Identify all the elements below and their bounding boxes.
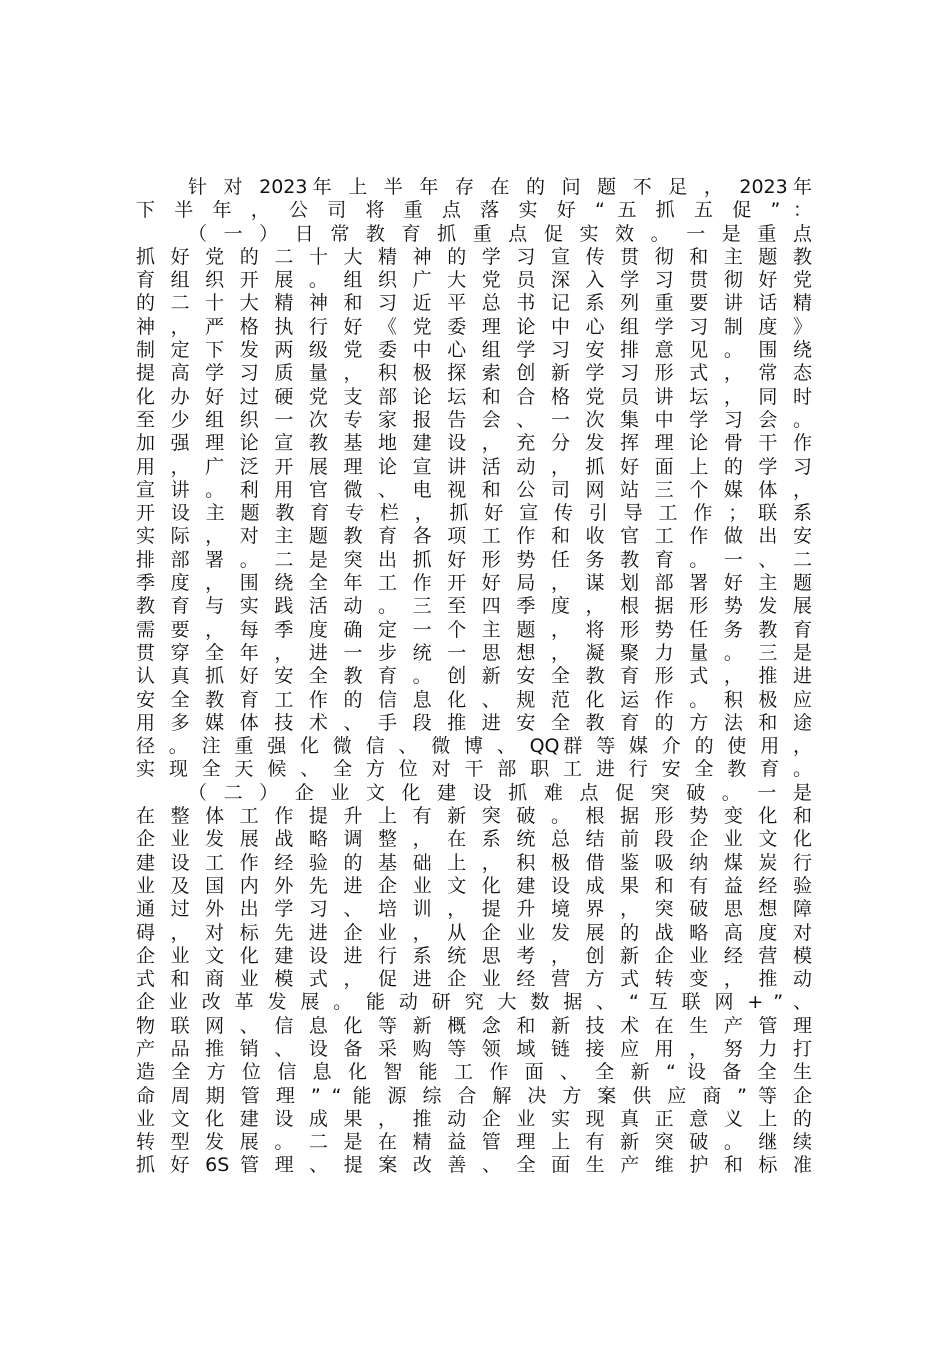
text-line: 认 真 抓 好 安 全 教 育 。 创 新 安 全 教 育 形 式 ， 推 进: [136, 665, 812, 688]
text-line: 化 办 好 过 硬 党 支 部 论 坛 和 合 格 党 员 讲 坛 ， 同 时: [136, 385, 812, 408]
text-line: 径 。 注 重 强 化 微 信 、 微 博 、 QQ群 等 媒 介 的 使 用 ，: [136, 735, 812, 758]
text-line: 企 业 发 展 战 略 调 整 ， 在 系 统 总 结 前 段 企 业 文 化: [136, 828, 812, 851]
text-line: 建 设 工 作 经 验 的 基 础 上 ， 积 极 借 鉴 吸 纳 煤 炭 行: [136, 851, 812, 874]
text-line: 物 联 网 、 信 息 化 等 新 概 念 和 新 技 术 在 生 产 管 理: [136, 1014, 812, 1037]
text-line: 业 文 化 建 设 成 果 ， 推 动 企 业 实 现 真 正 意 义 上 的: [136, 1107, 812, 1130]
text-line: 开 设 主 题 教 育 专 栏 ， 抓 好 宣 传 引 导 工 作 ； 联 系: [136, 502, 812, 525]
text-line: 实 际 ， 对 主 题 教 育 各 项 工 作 和 收 官 工 作 做 出 安: [136, 525, 812, 548]
text-line: 企 业 改 革 发 展 。 能 动 研 究 大 数 据 、 “ 互 联 网 + ” 、: [136, 991, 812, 1014]
text-line: 制 定 下 发 两 级 党 委 中 心 组 学 习 安 排 意 见 。 围 绕: [136, 339, 812, 362]
text-line: 业 及 国 内 外 先 进 企 业 文 化 建 设 成 果 和 有 益 经 验: [136, 874, 812, 897]
text-line: 神 ， 严 格 执 行 好 《 党 委 理 论 中 心 组 学 习 制 度 》: [136, 315, 812, 338]
text-line: 排 部 署 。 二 是 突 出 抓 好 形 势 任 务 教 育 。 一 、 二: [136, 548, 812, 571]
text-line: 的 二 十 大 精 神 和 习 近 平 总 书 记 系 列 重 要 讲 话 精: [136, 292, 812, 315]
text-line: 至 少 组 织 一 次 专 家 报 告 会 、 一 次 集 中 学 习 会 。: [136, 408, 812, 431]
text-line: 加 强 理 论 宣 教 基 地 建 设 ， 充 分 发 挥 理 论 骨 干 作: [136, 432, 812, 455]
text-line: 抓 好 6S 管 理 、 提 案 改 善 、 全 面 生 产 维 护 和 标 准: [136, 1154, 812, 1177]
text-line: 在 整 体 工 作 提 升 上 有 新 突 破 。 根 据 形 势 变 化 和: [136, 805, 812, 828]
text-line: 用 多 媒 体 技 术 、 手 段 推 进 安 全 教 育 的 方 法 和 途: [136, 711, 812, 734]
text-line: 产 品 推 销 、 设 备 采 购 等 领 域 链 接 应 用 ， 努 力 打: [136, 1037, 812, 1060]
text-line: 式 和 商 业 模 式 ， 促 进 企 业 经 营 方 式 转 变 ， 推 动: [136, 968, 812, 991]
text-line: 贯 穿 全 年 ， 进 一 步 统 一 思 想 ， 凝 聚 力 量 。 三 是: [136, 641, 812, 664]
text-line: 需 要 ， 每 季 度 确 定 一 个 主 题 ， 将 形 势 任 务 教 育: [136, 618, 812, 641]
text-line: 碍 ， 对 标 先 进 企 业 ， 从 企 业 发 展 的 战 略 高 度 对: [136, 921, 812, 944]
text-line: 命 周 期 管 理 ” “ 能 源 综 合 解 决 方 案 供 应 商 ” 等 企: [136, 1084, 812, 1107]
text-line: 通 过 外 出 学 习 、 培 训 ， 提 升 境 界 ， 突 破 思 想 障: [136, 898, 812, 921]
text-line: 抓 好 党 的 二 十 大 精 神 的 学 习 宣 传 贯 彻 和 主 题 教: [136, 245, 812, 268]
section-heading-line: （ 一 ） 日 常 教 育 抓 重 点 促 实 效 。 一 是 重 点: [188, 222, 812, 245]
text-line: 季 度 ， 围 绕 全 年 工 作 开 好 局 ， 谋 划 部 署 好 主 题: [136, 572, 812, 595]
text-line: 提 高 学 习 质 量 ， 积 极 探 索 创 新 学 习 形 式 ， 常 态: [136, 362, 812, 385]
text-line: 育 组 织 开 展 。 组 织 广 大 党 员 深 入 学 习 贯 彻 好 党: [136, 269, 812, 292]
text-line: 造 全 方 位 信 息 化 智 能 工 作 面 、 全 新 “ 设 备 全 生: [136, 1061, 812, 1084]
text-line: 用 ， 广 泛 开 展 理 论 宣 讲 活 动 ， 抓 好 面 上 的 学 习: [136, 455, 812, 478]
document-body: [136, 176, 812, 1178]
text-line: 针 对 2023年 上 半 年 存 在 的 问 题 不 足 ， 2023年: [188, 176, 812, 198]
text-line: 转 型 发 展 。 二 是 在 精 益 管 理 上 有 新 突 破 。 继 续: [136, 1131, 812, 1154]
text-line: 企 业 文 化 建 设 进 行 系 统 思 考 ， 创 新 企 业 经 营 模: [136, 944, 812, 967]
text-line: 安 全 教 育 工 作 的 信 息 化 、 规 范 化 运 作 。 积 极 应: [136, 688, 812, 711]
text-line: 教 育 与 实 践 活 动 。 三 至 四 季 度 ， 根 据 形 势 发 展: [136, 595, 812, 618]
text-line: 宣 讲 。 利 用 官 微 、 电 视 和 公 司 网 站 三 个 媒 体 ，: [136, 478, 812, 501]
text-line: 下 半 年 ， 公 司 将 重 点 落 实 好 “ 五 抓 五 促 ” ：: [136, 199, 812, 222]
section-heading-line: （ 二 ） 企 业 文 化 建 设 抓 难 点 促 突 破 。 一 是: [188, 781, 812, 804]
text-line: 实 现 全 天 候 、 全 方 位 对 干 部 职 工 进 行 安 全 教 育 。: [136, 758, 812, 781]
